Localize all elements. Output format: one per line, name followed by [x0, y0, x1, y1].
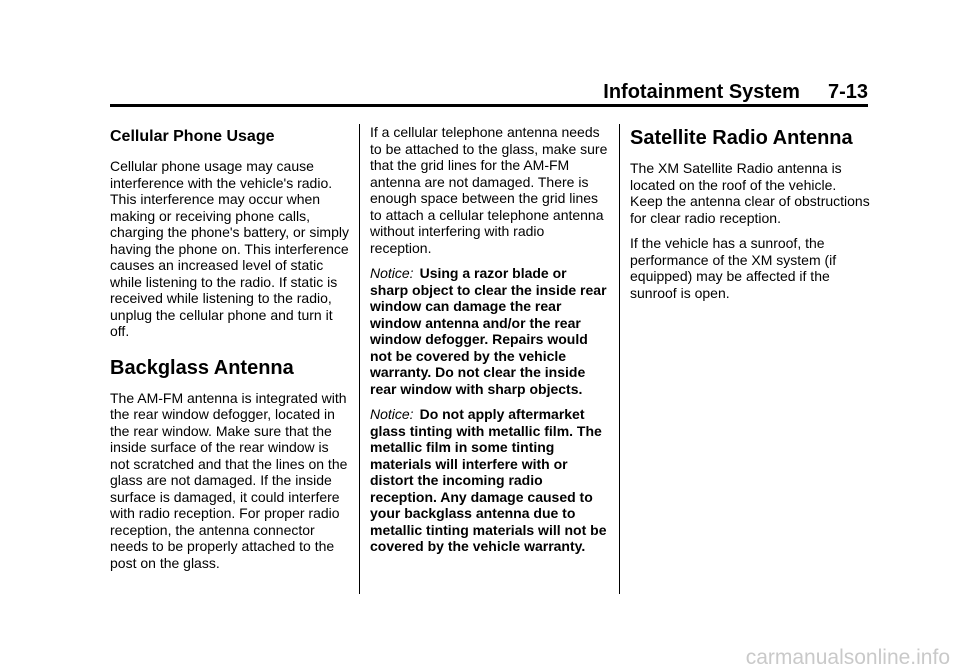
notice-label: Notice:	[370, 265, 414, 281]
page-header	[110, 82, 868, 107]
satellite-radio-antenna-heading: Satellite Radio Antenna	[630, 127, 853, 149]
column-divider	[619, 124, 620, 594]
notice-razor-blade	[370, 265, 608, 397]
backglass-antenna-paragraph: The AM-FM antenna is integrated with the rear window defogger, located in the rear window. Make sure that the inside surface of the rear window is not scratched and that the lines on the glass are not damaged. If the inside surface is damaged, it could interfere with radio reception. For proper radio reception, the antenna connector needs to be properly attached to the post on the glass.	[110, 389, 348, 571]
notice-text: Do not apply aftermarket glass tinting with metallic film. The metallic film in some tinting materials will interfere with or distort the incoming radio reception. Any damage caused to your backglass antenna due to metallic tinting materials will not be covered by the vehicle warranty.	[370, 406, 607, 554]
satellite-antenna-paragraph: The XM Satellite Radio antenna is located on the roof of the vehicle. Keep the antenna clear of obstructions for clear radio reception.	[630, 160, 870, 226]
cellular-phone-usage-paragraph: Cellular phone usage may cause interference with the vehicle's radio. This interference may occur when making or receiving phone calls, charging the phone's battery, or simply having the phone on. This interference causes an increased level of static while listening to the radio. If static is received while listening to the radio, unplug the cellular phone and turn it off.	[110, 158, 349, 339]
section-title: Infotainment System	[603, 81, 800, 103]
watermark: carmanualsonline.info	[745, 646, 950, 669]
notice-label: Notice:	[370, 406, 414, 422]
notice-text: Using a razor blade or sharp object to clear the inside rear window can damage the rear window antenna and/or the rear window defogger. Repairs would not be covered by the vehicle warranty. Do not clear the inside rear window with sharp objects.	[370, 265, 607, 397]
cellular-phone-usage-heading: Cellular Phone Usage	[110, 128, 275, 145]
column-middle	[370, 124, 608, 564]
column-right	[630, 124, 870, 310]
sunroof-paragraph: If the vehicle has a sunroof, the performance of the XM system (if equipped) may be affected if the sunroof is open.	[630, 235, 837, 301]
notice-tinting	[370, 406, 608, 555]
cellular-antenna-paragraph: If a cellular telephone antenna needs to be attached to the glass, make sure that the grid lines for the AM-FM antenna are not damaged. There is enough space between the grid lines to attach a cellular telephone antenna without interfering with radio reception.	[370, 124, 608, 256]
column-divider	[359, 124, 360, 594]
page-number: 7-13	[827, 81, 868, 103]
column-left	[110, 124, 350, 580]
backglass-antenna-heading: Backglass Antenna	[110, 356, 294, 379]
